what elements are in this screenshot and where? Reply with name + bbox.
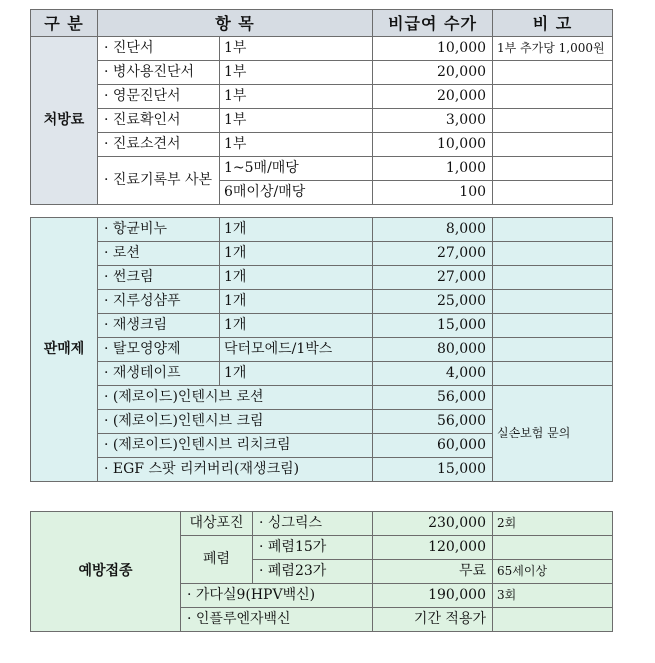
item-name: · 지루성샴푸	[98, 290, 220, 314]
table-row	[31, 109, 613, 133]
item-name: · 진료소견서	[98, 133, 220, 157]
table-row	[31, 85, 613, 109]
item-note	[493, 338, 613, 362]
item-name: · 항균비누	[98, 218, 220, 242]
prescription-fee-table	[30, 9, 613, 205]
item-note	[493, 314, 613, 338]
item-price: 25,000	[373, 290, 493, 314]
item-name: · (제로이드)인텐시브 리치크림	[98, 434, 373, 458]
table-row	[31, 218, 613, 242]
item-note	[493, 290, 613, 314]
item-note	[493, 608, 613, 632]
category-vaccine: 예방접종	[31, 512, 181, 632]
item-name: · 재생크림	[98, 314, 220, 338]
item-price: 3,000	[373, 109, 493, 133]
item-name: · 싱그릭스	[253, 512, 373, 536]
item-price: 20,000	[373, 61, 493, 85]
header-item: 항 목	[98, 10, 373, 37]
item-price: 100	[373, 181, 493, 205]
item-unit: 1부	[220, 133, 373, 157]
table-row	[31, 512, 613, 536]
item-price: 120,000	[373, 536, 493, 560]
item-note	[493, 157, 613, 181]
table-row	[31, 362, 613, 386]
table-header-row	[31, 10, 613, 37]
table-row	[31, 242, 613, 266]
table-row	[31, 133, 613, 157]
item-price: 1,000	[373, 157, 493, 181]
item-unit: 1개	[220, 362, 373, 386]
item-note	[493, 362, 613, 386]
item-price: 230,000	[373, 512, 493, 536]
category-sales: 판매제	[31, 218, 98, 482]
item-price: 80,000	[373, 338, 493, 362]
table-row	[31, 61, 613, 85]
table-row	[31, 314, 613, 338]
item-name: · 탈모영양제	[98, 338, 220, 362]
item-price: 15,000	[373, 314, 493, 338]
item-price: 기간 적용가	[373, 608, 493, 632]
item-price: 60,000	[373, 434, 493, 458]
item-price: 무료	[373, 560, 493, 584]
item-price: 190,000	[373, 584, 493, 608]
item-name: · 진료확인서	[98, 109, 220, 133]
item-note	[493, 85, 613, 109]
item-note	[493, 218, 613, 242]
item-name: · 진료기록부 사본	[98, 157, 220, 205]
item-note	[493, 266, 613, 290]
vaccine-table	[30, 511, 613, 632]
table-row	[31, 266, 613, 290]
table-row	[31, 37, 613, 61]
table-row	[31, 157, 613, 181]
header-category: 구 분	[31, 10, 98, 37]
item-unit: 1개	[220, 290, 373, 314]
category-prescription: 처방료	[31, 37, 98, 205]
item-unit: 1부	[220, 85, 373, 109]
item-price: 10,000	[373, 133, 493, 157]
item-unit: 1개	[220, 266, 373, 290]
item-name: · 로션	[98, 242, 220, 266]
item-name: · EGF 스팟 리커버리(재생크림)	[98, 458, 373, 482]
item-unit: 6매이상/매당	[220, 181, 373, 205]
insurance-note: 실손보험 문의	[493, 386, 613, 482]
item-note	[493, 181, 613, 205]
item-unit: 1개	[220, 242, 373, 266]
sales-table	[30, 217, 613, 482]
item-price: 15,000	[373, 458, 493, 482]
item-name: · 인플루엔자백신	[181, 608, 373, 632]
vaccine-group: 대상포진	[181, 512, 253, 536]
item-note: 3회	[493, 584, 613, 608]
item-name: · 영문진단서	[98, 85, 220, 109]
item-name: · (제로이드)인텐시브 크림	[98, 410, 373, 434]
item-name: · 가다실9(HPV백신)	[181, 584, 373, 608]
item-note	[493, 536, 613, 560]
item-note: 1부 추가당 1,000원	[493, 37, 613, 61]
header-price: 비급여 수가	[373, 10, 493, 37]
item-unit: 1~5매/매당	[220, 157, 373, 181]
item-name: · 재생테이프	[98, 362, 220, 386]
item-name: · 폐렴23가	[253, 560, 373, 584]
item-name: · 썬크림	[98, 266, 220, 290]
item-price: 56,000	[373, 410, 493, 434]
item-price: 27,000	[373, 266, 493, 290]
item-unit: 닥터모에드/1박스	[220, 338, 373, 362]
item-note: 2회	[493, 512, 613, 536]
item-unit: 1개	[220, 314, 373, 338]
item-note	[493, 61, 613, 85]
item-name: · 폐렴15가	[253, 536, 373, 560]
item-note	[493, 133, 613, 157]
item-unit: 1부	[220, 37, 373, 61]
item-price: 4,000	[373, 362, 493, 386]
table-row	[31, 386, 613, 410]
item-price: 27,000	[373, 242, 493, 266]
item-price: 56,000	[373, 386, 493, 410]
item-note	[493, 242, 613, 266]
item-note: 65세이상	[493, 560, 613, 584]
item-price: 8,000	[373, 218, 493, 242]
item-unit: 1부	[220, 61, 373, 85]
table-row	[31, 338, 613, 362]
vaccine-group: 폐렴	[181, 536, 253, 584]
item-name: · (제로이드)인텐시브 로션	[98, 386, 373, 410]
item-name: · 병사용진단서	[98, 61, 220, 85]
item-price: 20,000	[373, 85, 493, 109]
header-note: 비 고	[493, 10, 613, 37]
item-unit: 1개	[220, 218, 373, 242]
item-name: · 진단서	[98, 37, 220, 61]
item-unit: 1부	[220, 109, 373, 133]
table-row	[31, 290, 613, 314]
item-price: 10,000	[373, 37, 493, 61]
item-note	[493, 109, 613, 133]
